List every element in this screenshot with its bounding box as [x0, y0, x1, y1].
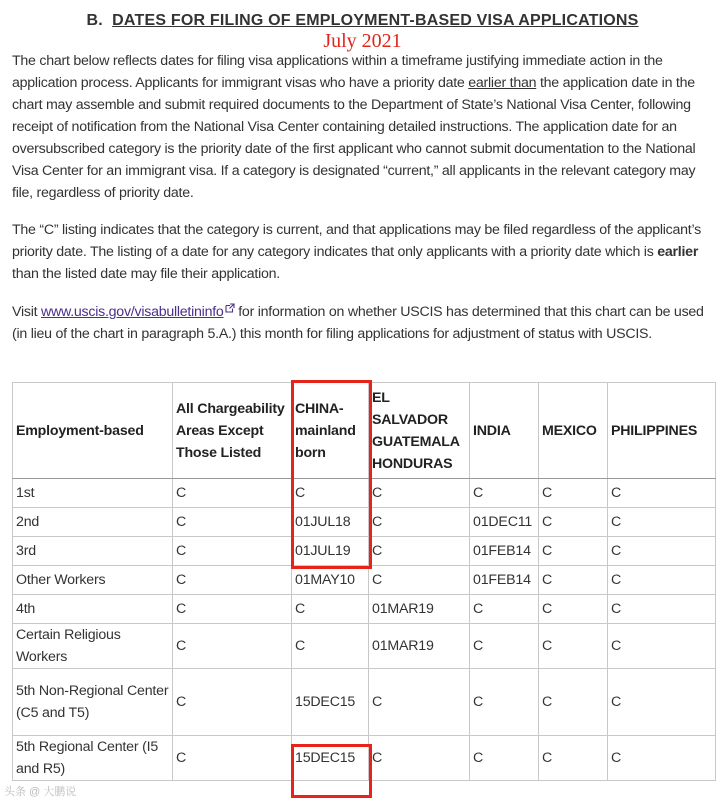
date-cell: C	[470, 595, 539, 624]
date-cell: 01MAY10	[292, 566, 369, 595]
date-cell: C	[539, 508, 608, 537]
date-cell: C	[369, 736, 470, 781]
date-cell: 01JUL19	[292, 537, 369, 566]
date-cell: C	[173, 669, 292, 736]
section-letter: B.	[86, 12, 103, 29]
intro-underlined-text: earlier than	[468, 75, 537, 91]
date-cell: C	[173, 736, 292, 781]
header-employment-based: Employment-based	[13, 383, 173, 479]
date-cell: C	[608, 479, 716, 508]
category-cell: 2nd	[13, 508, 173, 537]
date-cell: C	[173, 537, 292, 566]
table-row	[13, 669, 716, 736]
date-cell: C	[369, 508, 470, 537]
table-row	[13, 595, 716, 624]
table-row	[13, 566, 716, 595]
table-row	[13, 508, 716, 537]
date-cell: C	[173, 566, 292, 595]
date-cell: C	[539, 669, 608, 736]
header-india: INDIA	[470, 383, 539, 479]
date-cell: C	[539, 736, 608, 781]
uscis-text-2: for information on whether USCIS has determined that this chart can be used (in lieu of the chart in paragraph 5.A.) this month for filing applications for adjustment of status with USCIS.	[12, 304, 704, 342]
external-link-icon	[225, 303, 235, 313]
date-cell: C	[173, 479, 292, 508]
date-cell: C	[539, 479, 608, 508]
uscis-link[interactable]: www.uscis.gov/visabulletininfo	[41, 304, 224, 320]
date-cell: C	[608, 537, 716, 566]
date-cell: C	[470, 624, 539, 669]
date-cell: C	[173, 624, 292, 669]
listing-text-1: The “C” listing indicates that the category is current, and that applications may be filed regardless of the applicant’s priority date. The listing of a date for any category indicates that only applicants with a priority date which is	[12, 222, 701, 260]
date-cell: C	[539, 595, 608, 624]
date-cell: C	[173, 595, 292, 624]
date-cell: 15DEC15	[292, 669, 369, 736]
date-cell: C	[608, 669, 716, 736]
date-cell: C	[608, 736, 716, 781]
date-cell: C	[470, 479, 539, 508]
section-title: DATES FOR FILING OF EMPLOYMENT-BASED VISA APPLICATIONS	[112, 12, 639, 29]
date-cell: 01MAR19	[369, 624, 470, 669]
intro-text-1: The chart below reflects dates for filing visa applications within a timeframe justifying immediate action in the application process. Applicants for immigrant visas who have a priority date	[12, 53, 663, 91]
section-heading	[0, 12, 725, 30]
date-cell: C	[608, 508, 716, 537]
date-cell: C	[608, 566, 716, 595]
date-cell: C	[369, 537, 470, 566]
category-cell: 5th Regional Center (I5 and R5)	[13, 736, 173, 781]
table-row	[13, 479, 716, 508]
header-el-salvador: EL SALVADOR GUATEMALA HONDURAS	[369, 383, 470, 479]
listing-text-2: than the listed date may file their application.	[12, 266, 280, 282]
date-cell: C	[539, 624, 608, 669]
intro-paragraph	[12, 50, 714, 204]
filing-dates-table	[12, 382, 716, 781]
table-header-row	[13, 383, 716, 479]
date-cell: 01FEB14	[470, 537, 539, 566]
date-cell: C	[369, 669, 470, 736]
watermark: 头条 @ 大鹏说	[4, 786, 77, 798]
date-cell: C	[173, 508, 292, 537]
date-cell: C	[608, 624, 716, 669]
current-listing-paragraph	[12, 219, 714, 285]
table-row	[13, 537, 716, 566]
date-cell: C	[292, 595, 369, 624]
table-row	[13, 624, 716, 669]
intro-text-2: the application date in the chart may assemble and submit required documents to the Department of State’s National Visa Center, following receipt of notification from the National Visa Center containing detailed instructions. The application date for an oversubscribed category is the priority date of the first applicant who cannot submit documentation to the National Visa Center for an immigrant visa. If a category is designated “current,” all applicants in the relevant category may file, regardless of priority date.	[12, 75, 696, 201]
month-annotation: July 2021	[323, 30, 402, 52]
date-cell: 15DEC15	[292, 736, 369, 781]
header-mexico: MEXICO	[539, 383, 608, 479]
date-cell: C	[369, 479, 470, 508]
header-all-chargeability: All Chargeability Areas Except Those Listed	[173, 383, 292, 479]
date-cell: 01FEB14	[470, 566, 539, 595]
date-cell: C	[292, 479, 369, 508]
date-cell: 01DEC11	[470, 508, 539, 537]
category-cell: 3rd	[13, 537, 173, 566]
date-cell: 01MAR19	[369, 595, 470, 624]
header-china: CHINA-mainland born	[292, 383, 369, 479]
category-cell: 1st	[13, 479, 173, 508]
date-cell: C	[470, 669, 539, 736]
category-cell: Other Workers	[13, 566, 173, 595]
category-cell: 4th	[13, 595, 173, 624]
date-cell: C	[539, 566, 608, 595]
category-cell: 5th Non-Regional Center (C5 and T5)	[13, 669, 173, 736]
listing-bold-text: earlier	[657, 244, 699, 260]
date-cell: C	[539, 537, 608, 566]
date-cell: C	[608, 595, 716, 624]
uscis-paragraph	[12, 301, 714, 345]
uscis-text-1: Visit	[12, 304, 41, 320]
category-cell: Certain Religious Workers	[13, 624, 173, 669]
date-cell: C	[369, 566, 470, 595]
date-cell: 01JUL18	[292, 508, 369, 537]
date-cell: C	[470, 736, 539, 781]
table-row	[13, 736, 716, 781]
date-cell: C	[292, 624, 369, 669]
header-philippines: PHILIPPINES	[608, 383, 716, 479]
